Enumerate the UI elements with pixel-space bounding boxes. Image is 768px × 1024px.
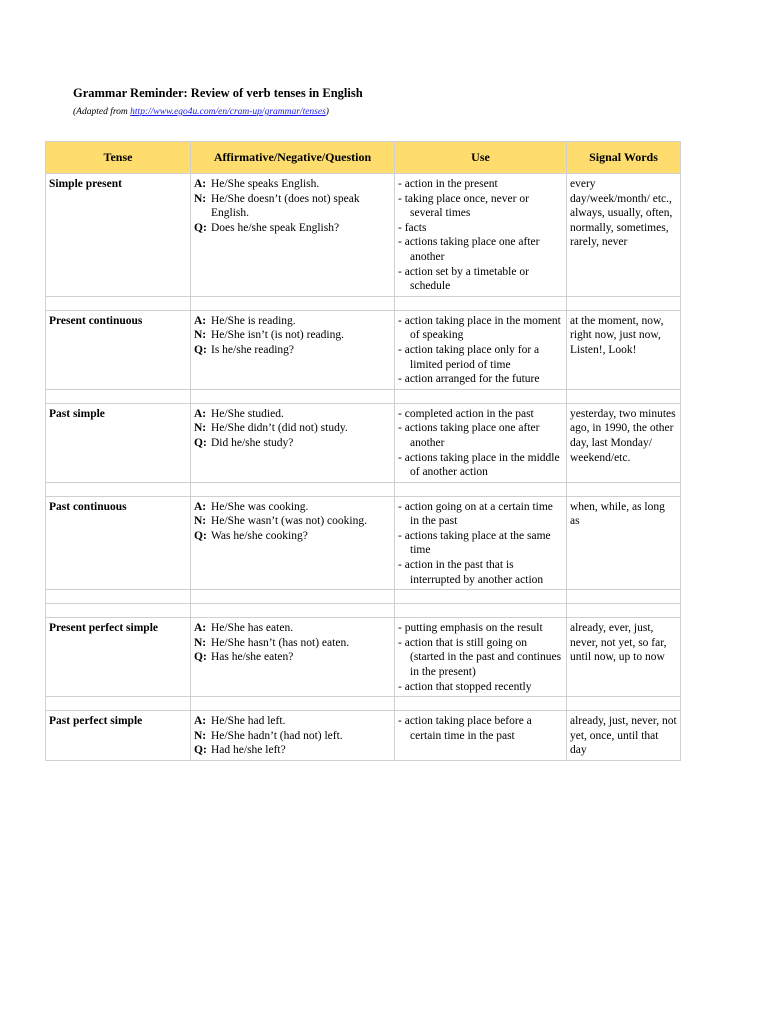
form-example: He/She is reading. (211, 314, 296, 327)
form-example: He/She had left. (211, 715, 286, 728)
spacer-cell (191, 604, 395, 618)
form-line-a (194, 621, 391, 636)
spacer-cell (567, 482, 681, 496)
spacer-cell (46, 590, 191, 604)
form-label: N: (194, 329, 207, 342)
tense-forms (191, 496, 395, 590)
form-label: Q: (194, 744, 207, 757)
use-item: - action in the past that is interrupted by another action (398, 558, 563, 587)
spacer-cell (46, 482, 191, 496)
spacer-cell (395, 296, 567, 310)
form-example: He/She speaks English. (211, 178, 320, 190)
use-list (398, 714, 563, 743)
use-item: - action in the present (398, 177, 563, 192)
tense-use (395, 711, 567, 761)
use-item: - actions taking place one after another (398, 421, 563, 450)
spacer-cell (191, 590, 395, 604)
document-title: Grammar Reminder: Review of verb tenses in English (73, 86, 363, 100)
form-label: A: (194, 178, 207, 190)
tense-use (395, 174, 567, 297)
form-example: He/She didn’t (did not) study. (211, 422, 348, 435)
form-label: A: (194, 314, 207, 327)
header-forms: Affirmative/Negative/Question (191, 142, 395, 174)
header-use: Use (395, 142, 567, 174)
form-line-q (194, 529, 391, 544)
spacer-cell (191, 389, 395, 403)
form-line-a (194, 714, 391, 729)
spacer-cell (567, 296, 681, 310)
tense-name: Simple present (46, 174, 191, 297)
form-label: N: (194, 729, 207, 742)
use-list (398, 314, 563, 387)
use-item: - actions taking place in the middle of another action (398, 451, 563, 480)
spacer-row (46, 389, 681, 403)
table-row (46, 618, 681, 697)
spacer-cell (395, 389, 567, 403)
use-item: - action that stopped recently (398, 680, 563, 695)
tense-name: Past continuous (46, 496, 191, 590)
form-line-q (194, 743, 391, 758)
spacer-cell (46, 296, 191, 310)
tense-forms (191, 310, 395, 389)
signal-words: already, ever, just, never, not yet, so far, until now, up to now (567, 618, 681, 697)
tense-forms (191, 618, 395, 697)
form-line-a (194, 500, 391, 515)
form-line-n (194, 421, 391, 436)
form-label: Q: (194, 436, 207, 449)
form-example: Is he/she reading? (211, 343, 295, 356)
form-label: N: (194, 192, 207, 205)
tense-name: Past perfect simple (46, 711, 191, 761)
spacer-cell (567, 604, 681, 618)
table-row (46, 711, 681, 761)
spacer-cell (395, 604, 567, 618)
spacer-cell (395, 590, 567, 604)
use-item: - action taking place before a certain time in the past (398, 714, 563, 743)
signal-words: yesterday, two minutes ago, in 1990, the other day, last Monday/ weekend/etc. (567, 403, 681, 482)
form-label: Q: (194, 529, 207, 542)
form-example: He/She studied. (211, 407, 284, 420)
verb-tenses-table (45, 141, 681, 761)
source-link[interactable]: http://www.ego4u.com/en/cram-up/grammar/tenses (130, 107, 326, 117)
form-label: N: (194, 515, 207, 528)
signal-words: every day/week/month/ etc., always, usually, often, normally, sometimes, rarely, never (567, 174, 681, 297)
form-example: He/She doesn’t (does not) speak English. (211, 192, 360, 220)
form-label: N: (194, 636, 207, 649)
form-line-n (194, 328, 391, 343)
use-list (398, 407, 563, 480)
tense-forms (191, 403, 395, 482)
spacer-cell (191, 697, 395, 711)
tense-use (395, 618, 567, 697)
spacer-row (46, 590, 681, 604)
use-item: - action set by a timetable or schedule (398, 265, 563, 294)
spacer-cell (395, 697, 567, 711)
use-item: - actions taking place at the same time (398, 529, 563, 558)
use-list (398, 621, 563, 694)
form-label: Q: (194, 221, 207, 234)
tense-name: Past simple (46, 403, 191, 482)
source-suffix: ) (325, 107, 329, 117)
signal-words: already, just, never, not yet, once, until that day (567, 711, 681, 761)
spacer-cell (395, 482, 567, 496)
spacer-row (46, 604, 681, 618)
use-item: - action taking place in the moment of speaking (398, 314, 563, 343)
table-row (46, 496, 681, 590)
spacer-row (46, 697, 681, 711)
use-item: - action taking place only for a limited period of time (398, 343, 563, 372)
form-line-q (194, 343, 391, 358)
form-line-a (194, 314, 391, 329)
tense-name: Present continuous (46, 310, 191, 389)
use-item: - completed action in the past (398, 407, 563, 422)
form-label: Q: (194, 343, 207, 356)
form-example: He/She hadn’t (had not) left. (211, 729, 343, 742)
form-example: Had he/she left? (211, 744, 286, 757)
use-item: - action that is still going on (started in the past and continues in the present) (398, 636, 563, 680)
form-label: A: (194, 500, 207, 513)
form-example: He/She was cooking. (211, 500, 309, 513)
form-label: Q: (194, 651, 207, 664)
tense-forms (191, 174, 395, 297)
use-item: - facts (398, 221, 563, 236)
spacer-cell (567, 697, 681, 711)
form-line-a (194, 177, 391, 192)
form-example: He/She wasn’t (was not) cooking. (211, 515, 367, 528)
table-row (46, 174, 681, 297)
form-example: He/She has eaten. (211, 622, 294, 635)
use-list (398, 177, 563, 294)
form-line-q (194, 221, 391, 236)
form-label: A: (194, 715, 207, 728)
use-item: - actions taking place one after another (398, 235, 563, 264)
form-line-n (194, 636, 391, 651)
use-item: - putting emphasis on the result (398, 621, 563, 636)
spacer-cell (46, 604, 191, 618)
header-tense: Tense (46, 142, 191, 174)
header-row (46, 142, 681, 174)
table-row (46, 310, 681, 389)
header-signal-words: Signal Words (567, 142, 681, 174)
spacer-cell (191, 296, 395, 310)
form-example: Did he/she study? (211, 436, 294, 449)
table-row (46, 403, 681, 482)
form-line-n (194, 192, 391, 221)
form-line-a (194, 407, 391, 422)
source-note (73, 107, 329, 117)
source-prefix: (Adapted from (73, 107, 131, 117)
form-example: He/She hasn’t (has not) eaten. (211, 636, 350, 649)
signal-words: when, while, as long as (567, 496, 681, 590)
spacer-cell (191, 482, 395, 496)
spacer-row (46, 296, 681, 310)
tense-name: Present perfect simple (46, 618, 191, 697)
form-example: Was he/she cooking? (211, 529, 308, 542)
use-item: - taking place once, never or several times (398, 192, 563, 221)
tense-use (395, 496, 567, 590)
spacer-cell (567, 590, 681, 604)
form-line-n (194, 514, 391, 529)
spacer-cell (567, 389, 681, 403)
spacer-row (46, 482, 681, 496)
tense-forms (191, 711, 395, 761)
form-line-q (194, 436, 391, 451)
tense-use (395, 403, 567, 482)
form-example: Does he/she speak English? (211, 221, 340, 234)
use-list (398, 500, 563, 588)
form-label: N: (194, 422, 207, 435)
form-line-q (194, 650, 391, 665)
signal-words: at the moment, now, right now, just now, Listen!, Look! (567, 310, 681, 389)
form-example: He/She isn’t (is not) reading. (211, 329, 344, 342)
use-item: - action going on at a certain time in the past (398, 500, 563, 529)
form-example: Has he/she eaten? (211, 651, 294, 664)
form-label: A: (194, 622, 207, 635)
tense-use (395, 310, 567, 389)
spacer-cell (46, 389, 191, 403)
form-line-n (194, 729, 391, 744)
spacer-cell (46, 697, 191, 711)
use-item: - action arranged for the future (398, 372, 563, 387)
form-label: A: (194, 407, 207, 420)
